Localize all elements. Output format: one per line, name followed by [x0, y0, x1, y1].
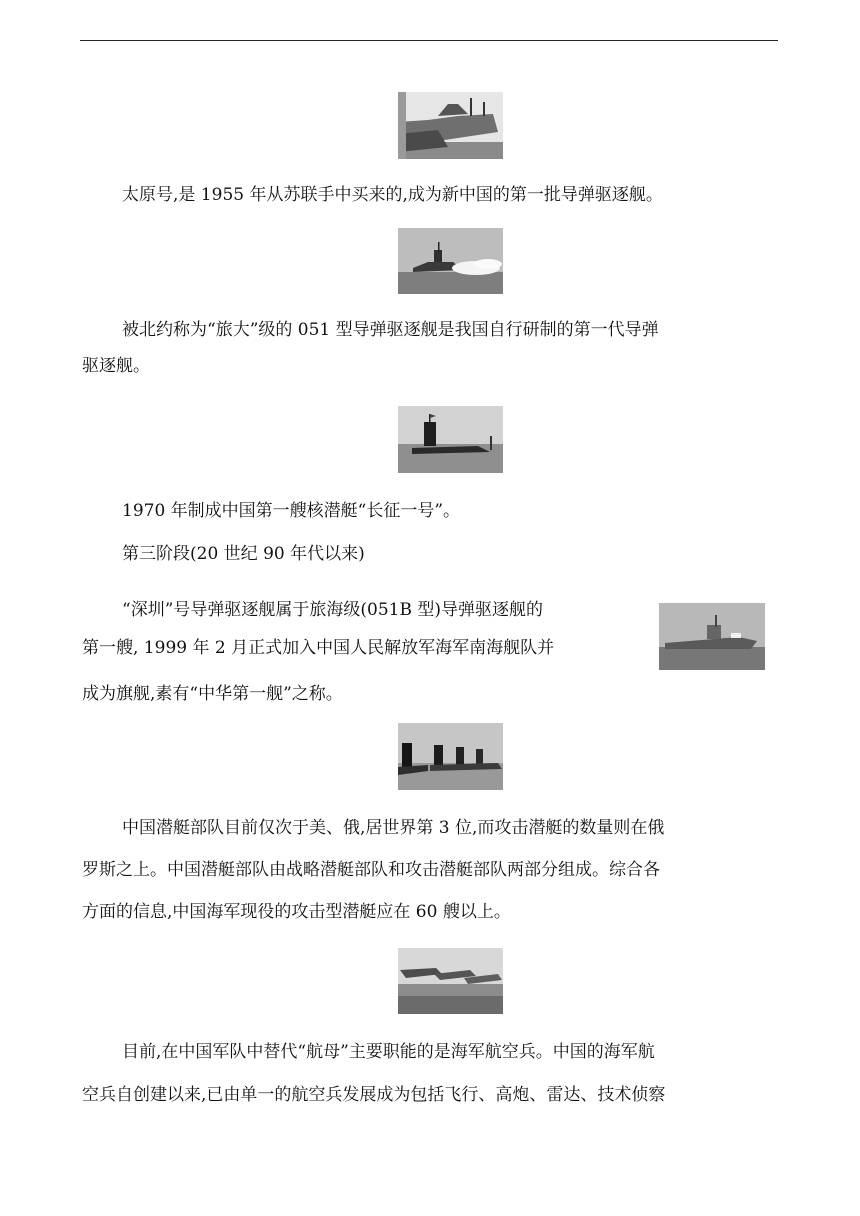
shenzhen-paragraph-line3: 成为旗舰,素有“中华第一舰”之称。 [82, 684, 343, 704]
aviation-paragraph-line2: 空兵自创建以来,已由单一的航空兵发展成为包括飞行、高炮、雷达、技术侦察 [82, 1085, 666, 1105]
warship-photo [398, 92, 503, 159]
header-rule [80, 40, 778, 41]
type051-paragraph-line2: 驱逐舰。 [82, 356, 150, 376]
taiyuan-paragraph: 太原号,是 1955 年从苏联手中买来的,成为新中国的第一批导弹驱逐舰。 [122, 185, 663, 205]
submarine-paragraph: 1970 年制成中国第一艘核潜艇“长征一号”。 [122, 501, 461, 521]
stage3-heading: 第三阶段(20 世纪 90 年代以来) [122, 544, 365, 564]
shenzhen-paragraph-line2: 第一艘, 1999 年 2 月正式加入中国人民解放军海军南海舰队并 [82, 638, 555, 658]
destroyer-167-photo [659, 603, 765, 670]
aviation-paragraph-line1: 目前,在中国军队中替代“航母”主要职能的是海军航空兵。中国的海军航 [122, 1042, 655, 1062]
type051-paragraph-line1: 被北约称为“旅大”级的 051 型导弹驱逐舰是我国自行研制的第一代导弹 [122, 320, 659, 340]
submarine-photo [398, 406, 503, 473]
fighter-jets-photo [398, 948, 503, 1014]
subforce-paragraph-line2: 罗斯之上。中国潜艇部队由战略潜艇部队和攻击潜艇部队两部分组成。综合各 [82, 860, 660, 880]
missile-launch-photo [398, 228, 503, 294]
shenzhen-paragraph-line1: “深圳”号导弹驱逐舰属于旅海级(051B 型)导弹驱逐舰的 [122, 600, 543, 620]
submarine-fleet-photo [398, 723, 503, 790]
subforce-paragraph-line3: 方面的信息,中国海军现役的攻击型潜艇应在 60 艘以上。 [82, 902, 511, 922]
subforce-paragraph-line1: 中国潜艇部队目前仅次于美、俄,居世界第 3 位,而攻击潜艇的数量则在俄 [122, 818, 665, 838]
